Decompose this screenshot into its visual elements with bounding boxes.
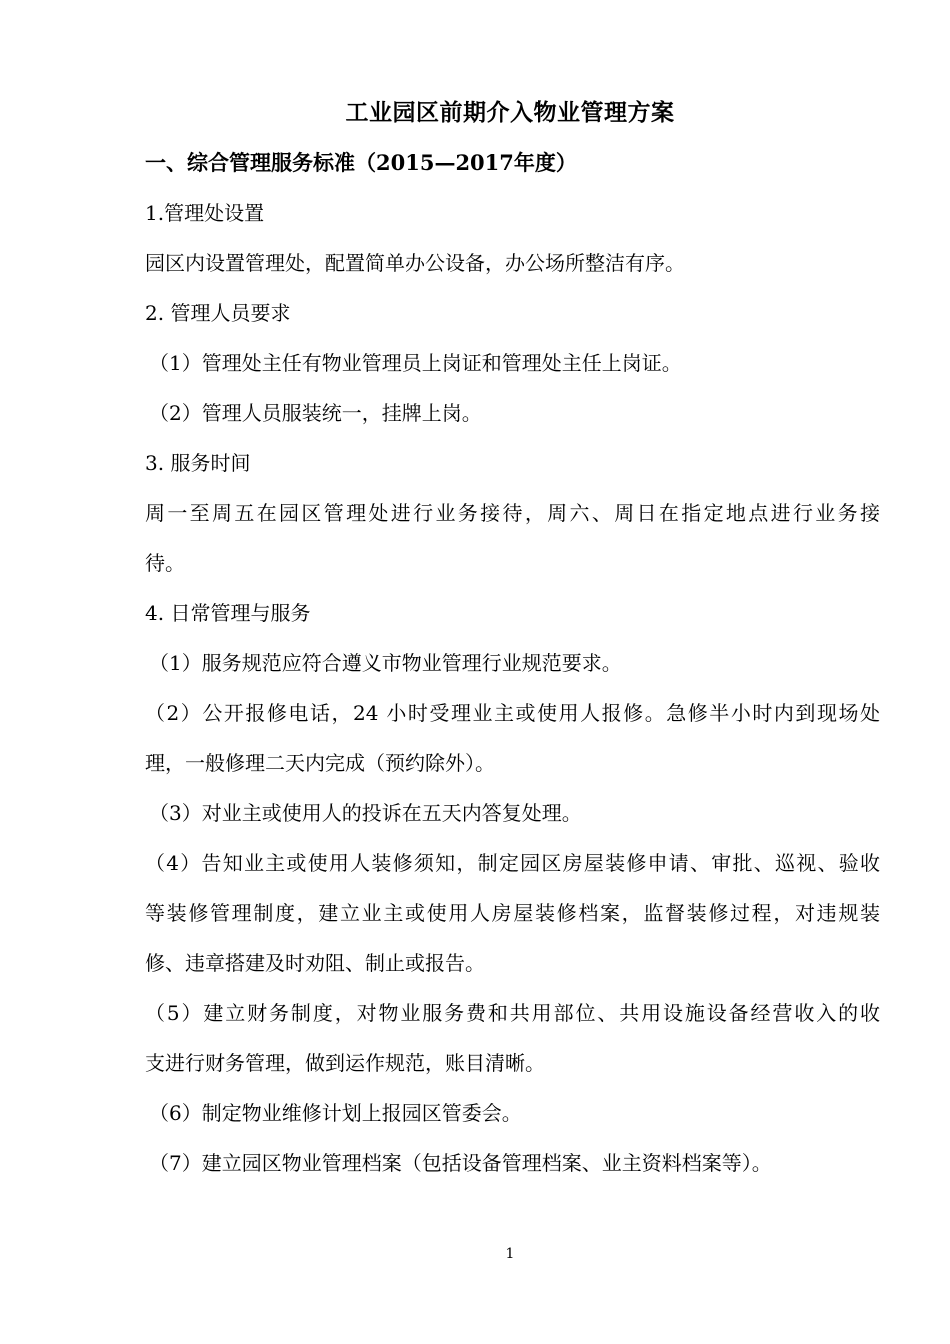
text-line: （5）建立财务制度，对物业服务费和共用部位、共用设施设备经营收入的收 <box>145 1001 880 1025</box>
text-line: （3）对业主或使用人的投诉在五天内答复处理。 <box>149 801 582 825</box>
text-line: 理，一般修理二天内完成（预约除外）。 <box>145 751 495 775</box>
text-line: 3. 服务时间 <box>145 451 251 475</box>
text-line: 周一至周五在园区管理处进行业务接待，周六、周日在指定地点进行业务接 <box>145 501 880 525</box>
text-line: （7）建立园区物业管理档案（包括设备管理档案、业主资料档案等）。 <box>149 1151 772 1175</box>
text-line: （6）制定物业维修计划上报园区管委会。 <box>149 1101 522 1125</box>
text-line: 待。 <box>145 551 185 575</box>
page-number: 1 <box>505 1246 515 1262</box>
text-line: 修、违章搭建及时劝阻、制止或报告。 <box>145 951 485 975</box>
text-line: （4）告知业主或使用人装修须知，制定园区房屋装修申请、审批、巡视、验收 <box>145 851 880 875</box>
body-text <box>145 195 880 1195</box>
text-line: 4. 日常管理与服务 <box>145 601 311 625</box>
text-line: （1）服务规范应符合遵义市物业管理行业规范要求。 <box>149 651 622 675</box>
text-line: （2）公开报修电话，24 小时受理业主或使用人报修。急修半小时内到现场处 <box>145 701 880 725</box>
text-line: （1）管理处主任有物业管理员上岗证和管理处主任上岗证。 <box>149 351 682 375</box>
section-heading: 一、综合管理服务标准（2015—2017年度） <box>145 150 577 175</box>
text-line: 支进行财务管理，做到运作规范，账目清晰。 <box>145 1051 545 1075</box>
document-title: 工业园区前期介入物业管理方案 <box>345 99 675 126</box>
text-line: 1.管理处设置 <box>145 201 265 225</box>
text-line: 2. 管理人员要求 <box>145 301 291 325</box>
text-line: 等装修管理制度，建立业主或使用人房屋装修档案，监督装修过程，对违规装 <box>145 901 880 925</box>
text-line: 园区内设置管理处，配置简单办公设备，办公场所整洁有序。 <box>145 251 685 275</box>
text-line: （2）管理人员服装统一，挂牌上岗。 <box>149 401 482 425</box>
